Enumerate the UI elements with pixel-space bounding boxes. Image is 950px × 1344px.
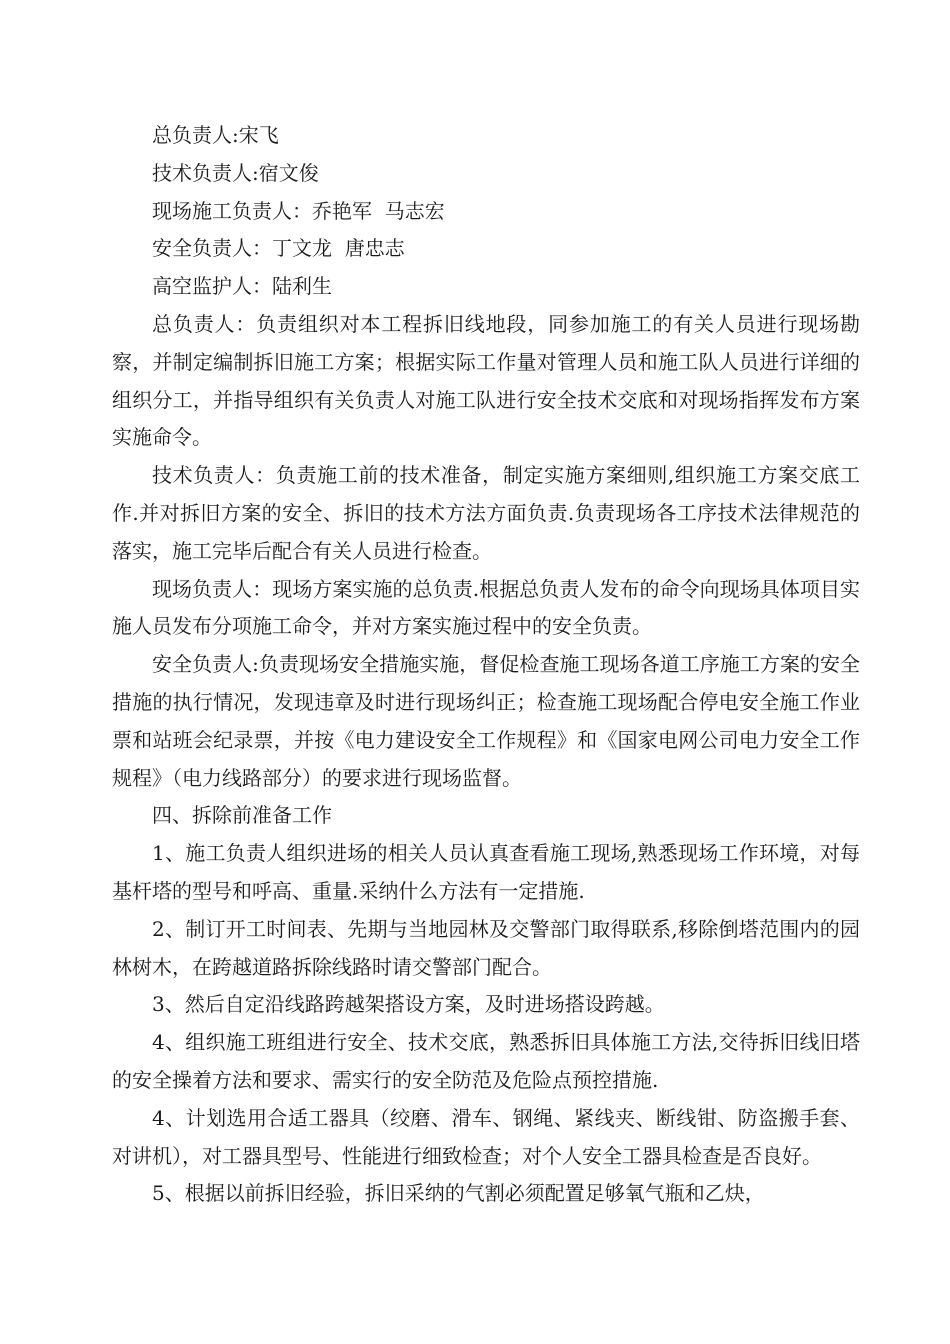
responsibility-section [112,306,860,797]
duty-general-manager: 总负责人：负责组织对本工程拆旧线地段，同参加施工的有关人员进行现场勘察，并制定编制拆旧施工方案；根据实际工作量对管理人员和施工队人员进行详细的组织分工，并指导组织有关负责人对施工队进行安全技术交底和对现场指挥发布方案实施命令。 [112,311,860,450]
roster-site-manager: 现场施工负责人：乔艳军 马志宏 [152,198,445,223]
prep-item: 1、施工负责人组织进场的相关人员认真查看施工现场,熟悉现场工作环境，对每基杆塔的型号和呼高、重量.采纳什么方法有一定措施. [112,841,860,903]
duty-technical-manager: 技术负责人：负责施工前的技术准备，制定实施方案细则,组织施工方案交底工作.并对拆旧方案的安全、拆旧的技术方法方面负责.负责现场各工序技术法律规范的落实，施工完毕后配合有关人员进行检查。 [112,463,860,563]
prep-item: 4、组织施工班组进行安全、技术交底，熟悉拆旧具体施工方法,交待拆旧线旧塔的安全操着方法和要求、需实行的安全防范及危险点预控措施. [112,1030,860,1092]
document-body [112,117,860,1213]
section-heading: 四、拆除前准备工作 [152,803,332,828]
prep-item: 4、计划选用合适工器具（绞磨、滑车、钢绳、紧线夹、断线钳、防盗搬手套、对讲机），对工器具型号、性能进行细致检查；对个人安全工器具检查是否良好。 [112,1105,860,1168]
roster-general-manager: 总负责人:宋飞 [152,123,279,147]
duty-safety-manager: 安全负责人:负责现场安全措施实施，督促检查施工现场各道工序施工方案的安全措施的执行情况，发现违章及时进行现场纠正；检查施工现场配合停电安全施工作业票和站班会纪录票，并按《电力建设安全工作规程》和《国家电网公司电力安全工作规程》（电力线路部分）的要求进行现场监督。 [112,652,860,790]
duty-site-manager: 现场负责人：现场方案实施的总负责.根据总负责人发布的命令向现场具体项目实施人员发布分项施工命令，并对方案实施过程中的安全负责。 [112,576,860,639]
prep-item: 5、根据以前拆旧经验，拆旧采纳的气割必须配置足够氧气瓶和乙炔， [152,1181,765,1206]
prep-item: 2、制订开工时间表、先期与当地园林及交警部门取得联系,移除倒塔范围内的园林树木，在跨越道路拆除线路时请交警部门配合。 [112,916,860,979]
preparation-list [112,835,860,1213]
roster-technical-manager: 技术负责人:宿文俊 [152,160,319,185]
prep-item: 3、然后自定沿线路跨越架搭设方案，及时进场搭设跨越。 [152,992,665,1017]
personnel-roster [112,117,860,306]
roster-height-supervisor: 高空监护人：陆利生 [152,274,332,299]
roster-safety-manager: 安全负责人：丁文龙 唐忠志 [152,236,405,261]
